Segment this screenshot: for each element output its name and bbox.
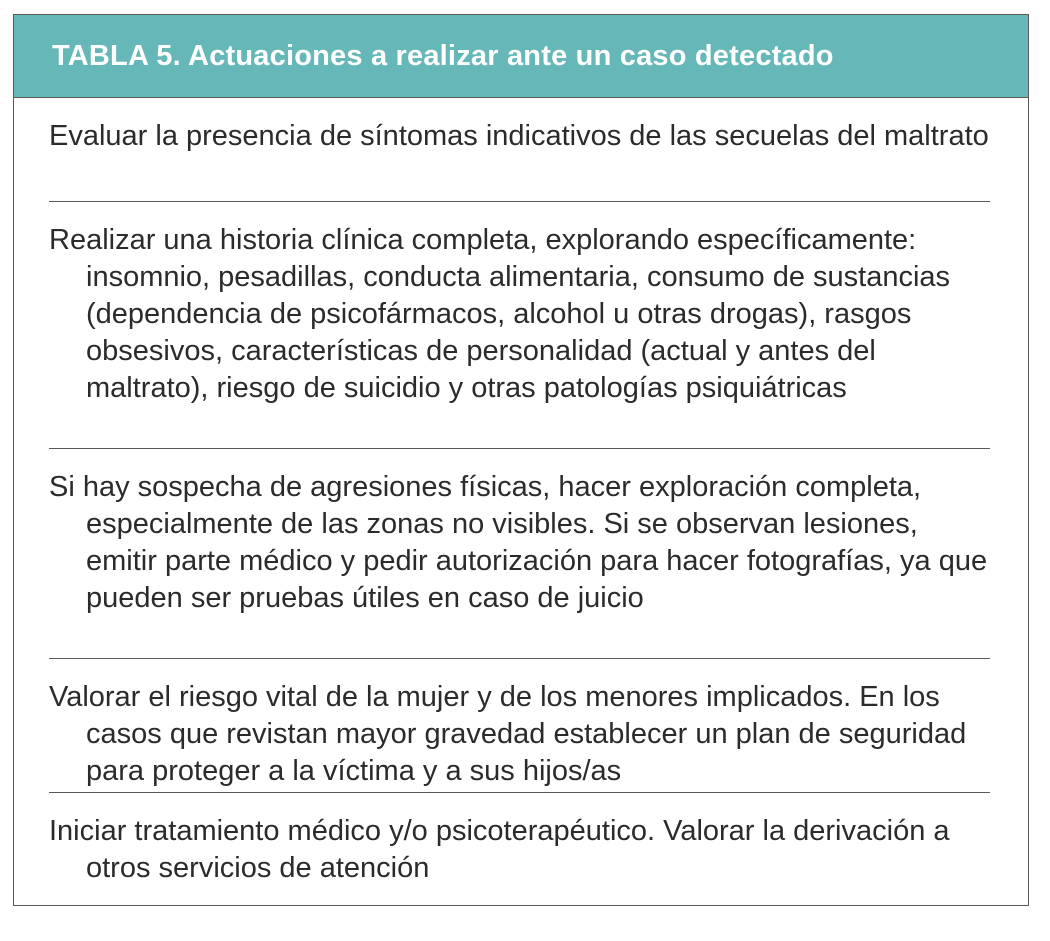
table-row: Iniciar tratamiento médico y/o psicoterapéutico. Valorar la derivación a otros servicios de atención [49,815,950,884]
actions-table [13,14,1029,906]
table-row: Si hay sospecha de agresiones físicas, hacer exploración completa, especialmente de las zonas no visibles. Si se observan lesiones, emitir parte médico y pedir autorización para hacer fotografías, ya que pueden ser pruebas útiles en caso de juicio [49,449,990,659]
table-row: Valorar el riesgo vital de la mujer y de los menores implicados. En los casos que revistan mayor gravedad establecer un plan de seguridad para proteger a la víctima y a sus hijos/as [49,659,990,793]
table-header [14,15,1028,98]
table-row: Realizar una historia clínica completa, explorando específicamente: insomnio, pesadillas, conducta alimentaria, consumo de sustancias (dependencia de psicofármacos, alcohol u otras drogas), rasgos obsesivos, características de personalidad (actual y antes del maltrato), riesgo de suicidio y otras patologías psiquiátricas [49,202,990,449]
table-body [14,98,1028,903]
table-title: TABLA 5. Actuaciones a realizar ante un caso detectado [52,39,834,72]
table-row: Evaluar la presencia de síntomas indicativos de las secuelas del maltrato [49,98,990,202]
